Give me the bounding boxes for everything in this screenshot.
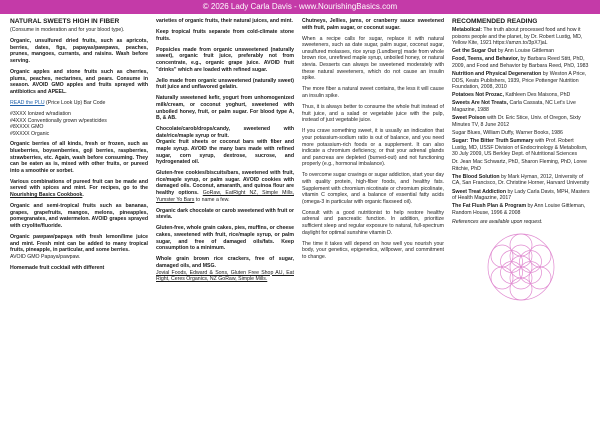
column-2 — [152, 18, 298, 418]
plu-item: #9XXXX Organic — [10, 130, 50, 137]
paragraph: Thus, it is always better to consume the whole fruit instead of fruit juice, and a salad or vegetable juice with the pulp, instead of just vegetable juice. — [302, 104, 444, 124]
reading-item: Potatoes Not Prozac, Kathleen Des Maisons, PhD — [452, 92, 571, 99]
paragraph: Organic, unsulfured dried fruits, such as apricots, berries, dates, figs, papayas/pawpaws, peaches, prunes, mangoes, currants, and raisins. Wash before serving. — [10, 38, 148, 64]
paragraph: The more fiber a natural sweet contains, the less it will cause an insulin spike. — [302, 86, 444, 99]
paragraph: Gluten-free cookies/biscuits/bars, sweetened with fruit, rice/maple syrup, or palm sugar. AVOID cookies with damaged oils. Coconut, amaranth, and quinoa flour are healthy options. GoRaw, EatRight NZ, Simple Mills, Yumster Yo Bars to name a few. — [156, 170, 294, 203]
paragraph: Homemade fruit cocktail with different — [10, 264, 105, 271]
brand-links[interactable]: GoRaw, EatRight NZ, Simple Mills, Yumster Yo Bars — [156, 190, 294, 203]
reading-list — [452, 27, 590, 216]
plu-heading: READ the PLU (Price Look Up) Bar Code — [10, 99, 106, 106]
paragraph: Jello made from organic unsweetened (naturally sweet) fruit juice and unflavored gelatin. — [156, 77, 294, 91]
paragraph: Organic dark chocolate or carob sweetened with fruit or stevia. — [156, 207, 294, 221]
paragraph: Organic and semi-tropical fruits such as bananas, grapes, grapefruits, mangos, melons, pineapples, pomegranates, and watermelon. AVOID grapes sprayed with cryolite/fluoride. — [10, 203, 148, 229]
plu-list — [10, 111, 148, 137]
paragraph: Chutneys, Jellies, jams, or cranberry sauce sweetened with fruit, palm sugar, or coconut sugar. — [302, 18, 444, 31]
paragraph: Organic apples and stone fruits such as cherries, plums, peaches, nectarines, and pears. Consume in season. AVOID GMO apples and fruits sprayed with antibiotics and APEEL. — [10, 68, 148, 95]
reading-item: The Fat Flush Plan & Program by Ann Louise Gittleman, Random House, 1996 & 2008 — [452, 203, 586, 216]
reading-item: Nutrition and Physical Degeneration by Weston A Price, DDS, Keats Publishers, 1939, Price Pottenger Nutrition Foundation, 2008, 2010 — [452, 71, 587, 91]
reading-item: Dr. Jean Mac Schwartz, PhD, Sharon Fleming, PhD, Loree Ritchie, PhD — [452, 159, 587, 172]
reading-item: Sugar: The Bitter Truth Summary with Prof. Robert Lustig, MD, USSF Division of Endocrinology & Metabolism, 30 July 2009, US Berkley Dept. of Nutritional Sciences — [452, 137, 588, 158]
reading-item: Food, Teens, and Behavior, by Barbara Reed Stitt, PhD, 2009, and Food and Behavior by Barbara Reed, PhD, 1983 — [452, 56, 589, 69]
reading-item: Metabolical: The truth about processed food and how it poisons people and the planet, by Dr. Robert Lustig, MD, Yellow Kite, 1921 https://amzn.to/3pX7jaL — [452, 27, 583, 47]
paragraph: To overcome sugar cravings or sugar addiction, start your day with quality protein, high-fiber foods, and healthy fats. Supplement with chromium nicotinate or chromium picolinate, vitamin C complex, and a balance of essential fatty acids (omega-3 in particular with organic flaxseed oil). — [302, 172, 444, 205]
cracker-brand-links[interactable]: Jovial Foods, Edward & Sons, Gluten Free Shop AU, Eat Right, Ceres Organics, NZ GoRaw, Simple Mills. — [156, 269, 294, 283]
paragraph: Organic pawpaw/papaya with fresh lemon/lime juice and mint. Fresh mint can be added to many tropical fruits, pineapple, in particular, and some berries. — [10, 233, 148, 254]
paragraph: Organic fruit sheets or coconut bars with fiber and maple syrup. AVOID the many bars made with refined sugar, corn syrup, dextrose, sucrose, and hydrogenated oil. — [156, 139, 294, 166]
plu-item: #3XXX Ionized w/radiation — [10, 110, 71, 117]
paragraph: Whole grain brown rice crackers, free of sugar, damaged oils, and MSG. — [156, 256, 294, 269]
paragraph: The time it takes will depend on how well you nourish your body, your genetics, epigenetics, willpower, and commitment to change. — [302, 240, 444, 260]
paragraph: Consult with a good nutritionist to help restore healthy adrenal and pancreatic function. In addition, prioritize sufficient sleep and regular exposure to natural, full-spectrum daylight for optimal sunshine vitamin D. — [302, 209, 444, 236]
section-title: NATURAL SWEETS HIGH IN FIBER — [10, 18, 120, 25]
paragraph: Naturally sweetened kefir, yogurt from unhomogenized milk/cream, or coconut yoghurt, sweetened with unboiled honey, fruit, or palm sugar. For blood type A, B, & AB. — [156, 95, 294, 122]
paragraph: varieties of organic fruits, their natural juices, and mint. — [156, 18, 293, 24]
paragraph: Organic berries of all kinds, fresh or frozen, such as blueberries, boysenberries, goji berries, raspberries, strawberries, etc. Again, wash before consuming. They can be eaten as is, mixed with other fruits, or pureed into a smoothie or sorbet. — [10, 141, 148, 174]
paragraph: AVOID GMO Papaya/pawpaw. — [10, 253, 81, 260]
reading-item: Sweet Poison with Dr. Eric Stice, Univ. of Oregon, Sixty Minutes TV, 8 June 2012 — [452, 115, 581, 128]
flower-of-life-icon — [486, 232, 556, 302]
column-1 — [6, 18, 152, 418]
reading-item: The Blood Solution by Mark Hyman, 2012, University of CA, San Francisco, Dr. Christine Horner, Harvard University — [452, 173, 590, 187]
reading-item: Sugar Blues, William Duffy, Warner Books, 1986 — [452, 129, 563, 136]
plu-item: #4XXX Conventionally grown w/pesticides — [10, 117, 107, 124]
paragraph: Chocolate/carob/drops/candy, sweetened with date/rice/maple syrup or fruit. — [156, 126, 294, 139]
paragraph: Gluten-free, whole grain cakes, pies, muffins, or cheese cakes, sweetened with fruit, rice/maple syrup, or palm sugar, and free of damaged oils/fats. Keep consumption to a minimum. — [156, 225, 294, 252]
references-note: References are available upon request. — [452, 219, 543, 226]
reading-item: Sweets Are Not Treats, Carla Cassata, NC Let's Live Magazine, 1988 — [452, 100, 576, 114]
page-header: © 2026 Lady Carla Davis - www.NourishingBasics.com — [0, 0, 600, 14]
column-4 — [448, 18, 594, 418]
paragraph: Popsicles made from organic unsweetened (naturally sweet), organic fruit juice, preferably not from concentrate, e.g., organic grape juice. AVOID fruit "drinks" which are loaded with refined sugar. — [156, 46, 294, 73]
cookbook-link[interactable]: Nourishing Basics Cookbook — [10, 191, 83, 198]
paragraph: When a recipe calls for sugar, replace it with natural sweeteners, such as date sugar, palm sugar, coconut sugar, unsulfured molasses, rice syrup (Lundberg) made from whole brown rice, unrefined maple syrup, unboiled honey, or natural stevia. Desserts can always be sweetened moderately with these natural sweeteners, which do not cause an insulin spike. — [302, 35, 444, 82]
plu-item: #8XXXX GMO — [10, 124, 44, 131]
reading-title: RECOMMENDED READING — [452, 18, 538, 25]
paragraph: Keep tropical fruits separate from cold-climate stone fruits. — [156, 29, 294, 42]
paragraph: (Consume in moderation and for your blood type). — [10, 27, 125, 33]
paragraph: If you crave something sweet, it is usually an indication that your potassium-sodium ratio is out of balance, and you need more potassium-rich foods or a supplement. It can also indicate a chromium deficiency, or that your adrenal glands and pancreas are depleted (burned-out) and not functioning properly (e.g., hormonal imbalance). — [302, 128, 444, 168]
plu-link[interactable]: READ the PLU — [10, 99, 45, 106]
paragraph: Various combinations of pureed fruit can be made and served with spices and mint. For recipes, go to the Nourishing Basics Cookbook. — [10, 178, 148, 198]
column-3 — [298, 18, 448, 418]
reading-item: Sweet Treat Addiction by Lady Carla Davis, MPH, Masters of Health Magazine, 2017 — [452, 188, 590, 202]
flower-of-life-logo — [452, 232, 590, 302]
reading-item: Get the Sugar Out by Ann Louise Gittleman — [452, 48, 555, 55]
